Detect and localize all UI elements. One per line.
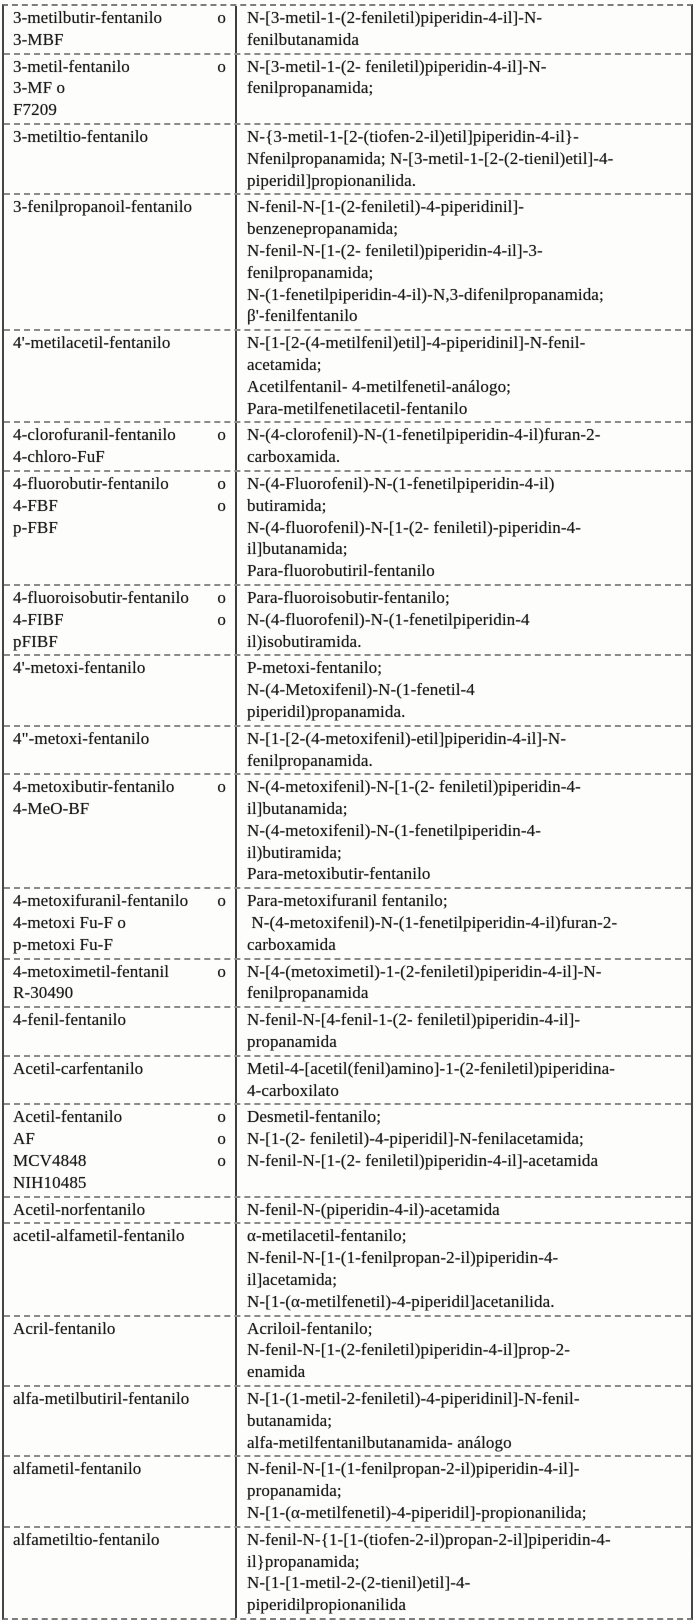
chemical-name-cell — [237, 656, 691, 724]
chemical-name-line: Acetilfentanil- 4-metilfenetil-análogo; — [247, 376, 511, 396]
chemical-name-line: alfa-metilfentanilbutanamida- análogo — [247, 1432, 512, 1452]
name-line — [13, 126, 228, 148]
name-line — [13, 517, 228, 539]
name-line — [13, 934, 228, 956]
analog-name-text: 3-metil-fentanilo — [13, 56, 130, 76]
chemical-name-line: N-[1-(1-metil-2-feniletil)-4-piperidinil]-N-fenil- — [247, 1389, 580, 1409]
chemical-name-line: N-[1-[2-(4-metilfenil)etil]-4-piperidinil]-N-fenil- — [247, 333, 586, 353]
table-row — [4, 421, 691, 470]
chemical-name-line: Para-metoxifuranil fentanilo; — [247, 891, 448, 911]
chemical-name-line: propanamida; — [247, 1481, 342, 1501]
table-row — [4, 1196, 691, 1223]
analog-name-text: MCV4848 — [13, 1151, 87, 1171]
name-line — [13, 196, 228, 218]
analog-name-text: NIH10485 — [13, 1172, 87, 1192]
chemical-name-line: N-(1-fenetilpiperidin-4-il)-N,3-difenilpropanamida; — [247, 284, 604, 304]
chemical-name-line: enamida — [247, 1362, 306, 1382]
chemical-name-line: N-(4-metoxifenil)-N-(1-fenetilpiperidin-4- — [247, 820, 542, 840]
chemical-name-line: N-(4-Fluorofenil)-N-(1-fenetilpiperidin-4-il) — [247, 473, 555, 493]
conjunction-o: o — [217, 8, 226, 27]
chemical-name-line: il]butanamida; — [247, 539, 348, 559]
analog-name-text: 4-MeO-BF — [13, 799, 90, 819]
table-row — [4, 725, 691, 774]
analog-name-text: 4-metoxi Fu-F o — [13, 913, 126, 933]
analog-name-text: R-30490 — [13, 983, 74, 1003]
analog-name-text: 3-MBF — [13, 29, 64, 49]
table-row — [4, 329, 691, 421]
analog-name-text: 4-FBF — [13, 495, 58, 515]
chemical-name-line: Para-fluorobutiril-fentanilo — [247, 561, 435, 581]
analog-name-cell — [4, 656, 237, 724]
chemical-name-line: il)butiramida; — [247, 842, 342, 862]
analog-name-text: 4'-metilacetil-fentanilo — [13, 333, 171, 353]
chemical-name-cell — [237, 1008, 691, 1055]
chemical-name-cell — [237, 1317, 691, 1385]
name-line — [13, 56, 228, 78]
conjunction-o: o — [217, 609, 226, 629]
analog-name-cell — [4, 1008, 237, 1055]
chemical-name-line: N-(4-metoxifenil)-N-(1-fenetilpiperidin-4-il)furan-2- — [247, 913, 618, 933]
chemical-name-line: N-(4-metoxifenil)-N-[1-(2- feniletil)piperidin-4- — [247, 777, 581, 797]
name-line — [13, 1529, 228, 1551]
conjunction-o: o — [217, 473, 226, 493]
chemical-name-line: fenilbutanamida — [247, 29, 359, 49]
table-row — [4, 6, 691, 53]
name-line — [13, 1106, 228, 1128]
chemical-name-line: N-(4-Metoxifenil)-N-(1-fenetil-4 — [247, 680, 475, 700]
chemical-name-line: Acriloil-fentanilo; — [247, 1318, 373, 1338]
name-line — [13, 1318, 228, 1340]
chemical-name-cell — [237, 960, 691, 1007]
analog-name-cell — [4, 195, 237, 329]
chemical-name-line: N-fenil-N-(piperidin-4-il)-acetamida — [247, 1199, 500, 1219]
chemical-name-cell — [237, 472, 691, 584]
name-line — [13, 1172, 228, 1194]
name-line — [13, 890, 228, 912]
analog-name-text: AF — [13, 1129, 35, 1149]
chemical-name-cell — [237, 1057, 691, 1104]
chemical-name-line: benzenepropanamida; — [247, 219, 399, 239]
analog-name-cell — [4, 331, 237, 421]
analog-name-cell — [4, 6, 237, 53]
chemical-name-line: piperidilpropionanilida — [247, 1595, 407, 1615]
analog-name-text: alfa-metilbutiril-fentanilo — [13, 1389, 190, 1409]
analog-name-text: 3-fenilpropanoil-fentanilo — [13, 197, 193, 217]
analog-name-cell — [4, 472, 237, 584]
name-line — [13, 961, 228, 983]
analog-name-text: 4-fenil-fentanilo — [13, 1010, 127, 1030]
name-line — [13, 7, 228, 29]
name-line — [13, 728, 228, 750]
chemical-name-cell — [237, 727, 691, 774]
table-row — [4, 1455, 691, 1525]
chemical-name-line: N-[1-(2- feniletil)-4-piperidil]-N-fenilacetamida; — [247, 1129, 584, 1149]
analog-name-text: 4-FIBF — [13, 609, 64, 629]
name-line — [13, 332, 228, 354]
chemical-name-line: α-metilacetil-fentanilo; — [247, 1226, 407, 1246]
conjunction-o: o — [217, 891, 226, 911]
name-line — [13, 1128, 228, 1150]
name-line — [13, 657, 228, 679]
conjunction-o: o — [217, 777, 226, 797]
conjunction-o: o — [217, 425, 226, 445]
name-line — [13, 1058, 228, 1080]
chemical-name-line: N-fenil-N-[1-(2- feniletil)piperidin-4-il]-3- — [247, 240, 543, 260]
chemical-name-line: Para-metoxibutir-fentanilo — [247, 864, 431, 884]
chemical-name-line: fenilpropanamida — [247, 983, 369, 1003]
analog-name-cell — [4, 423, 237, 470]
chemical-name-line: N-(4-clorofenil)-N-(1-fenetilpiperidin-4-il)furan-2- — [247, 425, 601, 445]
table-row — [4, 1526, 691, 1618]
analog-name-text: 3-metilbutir-fentanilo — [13, 8, 163, 27]
chemical-name-line: P-metoxi-fentanilo; — [247, 658, 383, 678]
name-line — [13, 1225, 228, 1247]
analog-name-cell — [4, 775, 237, 887]
analog-name-text: p-metoxi Fu-F — [13, 934, 113, 954]
chemical-name-cell — [237, 1457, 691, 1525]
conjunction-o: o — [217, 1129, 226, 1149]
chemical-name-line: Para-metilfenetilacetil-fentanilo — [247, 398, 468, 418]
table-row — [4, 470, 691, 584]
table-row — [4, 1103, 691, 1195]
analog-name-cell — [4, 125, 237, 193]
chemical-name-line: N-(4-fluorofenil)-N-(1-fenetilpiperidin-4 — [247, 609, 530, 629]
name-line — [13, 798, 228, 820]
chemical-name-line: carboxamida — [247, 934, 336, 954]
table-row — [4, 958, 691, 1007]
conjunction-o: o — [217, 1107, 226, 1127]
chemical-name-line: N-[3-metil-1-(2- feniletil)piperidin-4-il]-N- — [247, 56, 547, 76]
chemical-name-cell — [237, 1224, 691, 1314]
chemical-name-line: N-fenil-N-[1-(1-fenilpropan-2-il)piperidin-4-il]- — [247, 1459, 580, 1479]
chemical-name-line: N-[1-[2-(4-metoxifenil)-etil]piperidin-4-il]-N- — [247, 728, 567, 748]
chemical-name-line: il]acetamida; — [247, 1270, 338, 1290]
chemical-name-cell — [237, 889, 691, 957]
chemical-name-line: Para-fluoroisobutir-fentanilo; — [247, 587, 450, 607]
analog-name-cell — [4, 1057, 237, 1104]
chemical-name-cell — [237, 55, 691, 123]
analog-name-text: Acetil-fentanilo — [13, 1107, 123, 1127]
chemical-name-cell — [237, 1528, 691, 1618]
analog-name-text: 3-metiltio-fentanilo — [13, 126, 149, 146]
chemical-name-line: N-fenil-N-[1-(2-feniletil)-4-piperidinil]- — [247, 197, 525, 217]
conjunction-o: o — [217, 587, 226, 607]
analog-name-cell — [4, 1198, 237, 1223]
chemical-name-line: fenilpropanamida. — [247, 750, 373, 770]
name-line — [13, 1199, 228, 1221]
chemical-name-cell — [237, 586, 691, 654]
name-line — [13, 587, 228, 609]
name-line — [13, 1388, 228, 1410]
chemical-name-line: propanamida — [247, 1032, 337, 1052]
analog-name-text: Acetil-carfentanilo — [13, 1058, 144, 1078]
chemical-name-cell — [237, 423, 691, 470]
conjunction-o: o — [217, 495, 226, 515]
name-line — [13, 1150, 228, 1172]
chemical-name-cell — [237, 331, 691, 421]
analog-name-text: Acetil-norfentanilo — [13, 1199, 146, 1219]
name-line — [13, 77, 228, 99]
analog-name-cell — [4, 1457, 237, 1525]
chemical-name-line: butanamida; — [247, 1410, 333, 1430]
chemical-name-line: piperidil)propanamida. — [247, 701, 406, 721]
analog-name-text: 4-metoxifuranil-fentanilo — [13, 891, 189, 911]
analog-name-text: 4-metoximetil-fentanil — [13, 961, 170, 981]
name-line — [13, 776, 228, 798]
table-row — [4, 1055, 691, 1104]
chemical-name-line: N-[3-metil-1-(2-feniletil)piperidin-4-il]-N- — [247, 8, 543, 27]
name-line — [13, 495, 228, 517]
table-row — [4, 193, 691, 329]
analog-name-text: 4'-metoxi-fentanilo — [13, 658, 146, 678]
chemical-name-line: Desmetil-fentanilo; — [247, 1107, 382, 1127]
fentanyl-analogs-table — [2, 4, 693, 1620]
table-row — [4, 584, 691, 654]
chemical-name-line: il]butanamida; — [247, 799, 348, 819]
analog-name-text: 3-MF o — [13, 78, 66, 98]
name-line — [13, 982, 228, 1004]
chemical-name-line: N-{3-metil-1-[2-(tiofen-2-il)etil]piperidin-4-il}- — [247, 126, 579, 146]
conjunction-o: o — [217, 1151, 226, 1171]
conjunction-o: o — [217, 961, 226, 981]
table-row — [4, 773, 691, 887]
table-row — [4, 654, 691, 724]
analog-name-text: 4-metoxibutir-fentanilo — [13, 777, 175, 797]
chemical-name-cell — [237, 1387, 691, 1455]
name-line — [13, 29, 228, 51]
chemical-name-line: N-fenil-N-[4-fenil-1-(2- feniletil)piperidin-4-il]- — [247, 1010, 581, 1030]
analog-name-text: pFIBF — [13, 631, 58, 651]
analog-name-text: 4-fluoroisobutir-fentanilo — [13, 587, 189, 607]
name-line — [13, 631, 228, 653]
chemical-name-cell — [237, 1198, 691, 1223]
analog-name-text: 4-clorofuranil-fentanilo — [13, 425, 176, 445]
analog-name-cell — [4, 1528, 237, 1618]
analog-name-cell — [4, 1387, 237, 1455]
analog-name-cell — [4, 1224, 237, 1314]
chemical-name-cell — [237, 1105, 691, 1195]
chemical-name-line: β'-fenilfentanilo — [247, 306, 358, 326]
analog-name-cell — [4, 727, 237, 774]
analog-name-text: Acril-fentanilo — [13, 1318, 116, 1338]
analog-name-text: 4-fluorobutir-fentanilo — [13, 473, 169, 493]
name-line — [13, 473, 228, 495]
name-line — [13, 912, 228, 934]
chemical-name-line: il}propanamida; — [247, 1551, 360, 1571]
name-line — [13, 446, 228, 468]
chemical-name-line: carboxamida. — [247, 447, 341, 467]
chemical-name-line: N-[1-(α-metilfenetil)-4-piperidil]-propionanilida; — [247, 1503, 587, 1522]
table-row — [4, 887, 691, 957]
analog-name-text: acetil-alfametil-fentanilo — [13, 1226, 185, 1246]
chemical-name-line: butiramida; — [247, 495, 327, 515]
chemical-name-line: N-[4-(metoximetil)-1-(2-feniletil)piperidin-4-il]-N- — [247, 961, 602, 981]
chemical-name-line: piperidil]propionanilida. — [247, 170, 417, 190]
analog-name-text: alfametiltio-fentanilo — [13, 1529, 160, 1549]
chemical-name-line: il)isobutiramida. — [247, 631, 362, 651]
analog-name-text: p-FBF — [13, 517, 58, 537]
analog-name-text: 4"-metoxi-fentanilo — [13, 728, 150, 748]
chemical-name-line: N-(4-fluorofenil)-N-[1-(2- feniletil)-piperidin-4- — [247, 517, 582, 537]
name-line — [13, 99, 228, 121]
analog-name-cell — [4, 55, 237, 123]
chemical-name-cell — [237, 195, 691, 329]
analog-name-text: alfametil-fentanilo — [13, 1459, 142, 1479]
chemical-name-line: fenilpropanamida; — [247, 262, 374, 282]
chemical-name-line: N-[1-(α-metilfenetil)-4-piperidil]acetanilida. — [247, 1291, 555, 1311]
chemical-name-line: N-fenil-N-[1-(1-fenilpropan-2-il)piperidin-4- — [247, 1248, 559, 1268]
chemical-name-line: 4-carboxilato — [247, 1080, 339, 1100]
analog-name-cell — [4, 1317, 237, 1385]
name-line — [13, 1009, 228, 1031]
chemical-name-line: Metil-4-[acetil(fenil)amino]-1-(2-feniletil)piperidina- — [247, 1058, 616, 1078]
table-row — [4, 53, 691, 123]
analog-name-cell — [4, 586, 237, 654]
chemical-name-line: N-[1-[1-metil-2-(2-tienil)etil]-4- — [247, 1573, 471, 1593]
chemical-name-cell — [237, 6, 691, 53]
table-row — [4, 1385, 691, 1455]
name-line — [13, 1458, 228, 1480]
analog-name-cell — [4, 960, 237, 1007]
chemical-name-line: N-fenil-N-[1-(2- feniletil)piperidin-4-il]-acetamida — [247, 1151, 599, 1171]
table-row — [4, 1006, 691, 1055]
analog-name-text: 4-chloro-FuF — [13, 447, 105, 467]
table-row — [4, 123, 691, 193]
chemical-name-cell — [237, 125, 691, 193]
table-row — [4, 1315, 691, 1385]
table-row — [4, 1222, 691, 1314]
chemical-name-line: fenilpropanamida; — [247, 78, 374, 98]
chemical-name-line: N-fenil-N-[1-(2-feniletil)piperidin-4-il]prop-2- — [247, 1340, 570, 1360]
name-line — [13, 609, 228, 631]
chemical-name-cell — [237, 775, 691, 887]
chemical-name-line: acetamida; — [247, 354, 322, 374]
analog-name-cell — [4, 1105, 237, 1195]
chemical-name-line: N-fenil-N-{1-[1-(tiofen-2-il)propan-2-il]piperidin-4- — [247, 1529, 611, 1549]
analog-name-text: F7209 — [13, 100, 57, 120]
conjunction-o: o — [217, 56, 226, 76]
name-line — [13, 424, 228, 446]
analog-name-cell — [4, 889, 237, 957]
chemical-name-line: Nfenilpropanamida; N-[3-metil-1-[2-(2-tienil)etil]-4- — [247, 148, 614, 168]
